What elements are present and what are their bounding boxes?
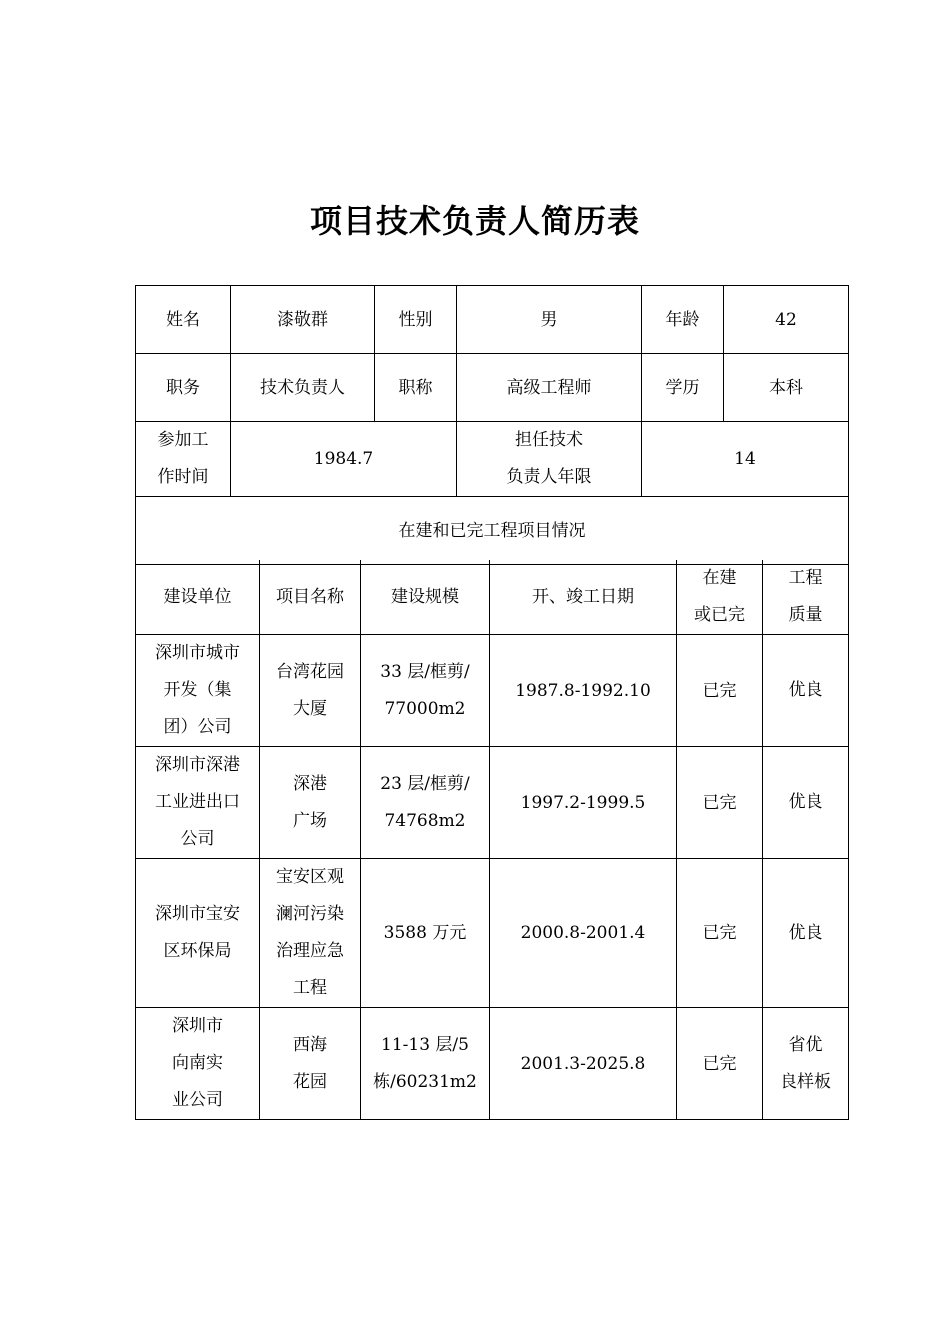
project-scale xyxy=(361,1008,490,1120)
project-name-line: 宝安区观 xyxy=(276,867,344,887)
name-value: 漆敬群 xyxy=(231,286,375,354)
header-status xyxy=(677,560,763,635)
project-scale xyxy=(361,859,490,1008)
project-name xyxy=(260,859,361,1008)
project-name-line: 台湾花园 xyxy=(276,661,344,682)
project-scale-line: 栋/60231m2 xyxy=(373,1071,477,1092)
project-row xyxy=(136,635,849,747)
project-dates: 2001.3-2025.8 xyxy=(490,1008,677,1120)
gender-label: 性别 xyxy=(375,286,457,354)
position-label: 职务 xyxy=(136,354,231,422)
project-unit xyxy=(136,635,260,747)
tech-years-label xyxy=(457,422,642,497)
info-row-experience xyxy=(136,422,849,497)
project-quality-line: 优良 xyxy=(788,792,823,812)
project-quality xyxy=(763,747,849,859)
tech-years-value: 14 xyxy=(642,422,849,497)
project-unit-line: 深圳市 xyxy=(172,1016,223,1036)
project-unit-line: 向南实 xyxy=(172,1053,223,1073)
name-label: 姓名 xyxy=(136,286,231,354)
project-unit-line: 业公司 xyxy=(172,1090,223,1110)
work-start-label-line: 参加工 xyxy=(157,430,209,450)
project-scale-line: 23 层/框剪/ xyxy=(380,773,470,794)
header-quality-line: 工程 xyxy=(788,568,823,588)
project-name xyxy=(260,1008,361,1120)
project-name xyxy=(260,747,361,859)
header-status-line: 在建 xyxy=(702,568,737,588)
header-scale: 建设规模 xyxy=(361,560,490,635)
project-quality xyxy=(763,859,849,1008)
work-start-label xyxy=(136,422,231,497)
project-scale-line: 77000m2 xyxy=(384,698,466,719)
project-name xyxy=(260,635,361,747)
section-heading: 在建和已完工程项目情况 xyxy=(136,497,849,565)
project-unit-line: 区环保局 xyxy=(163,941,232,961)
projects-header-row xyxy=(136,560,849,635)
project-dates: 1987.8-1992.10 xyxy=(490,635,677,747)
project-quality-line: 良样板 xyxy=(780,1071,831,1092)
work-start-value: 1984.7 xyxy=(231,422,457,497)
project-quality-line: 优良 xyxy=(788,922,823,943)
gender-value: 男 xyxy=(457,286,642,354)
header-status-line: 或已完 xyxy=(694,605,745,625)
project-status: 已完 xyxy=(677,1008,763,1120)
project-unit-line: 团）公司 xyxy=(163,717,232,737)
project-scale-line: 74768m2 xyxy=(384,810,466,831)
header-dates: 开、竣工日期 xyxy=(490,560,677,635)
project-unit-line: 深圳市深港 xyxy=(155,755,240,775)
project-unit-line: 开发（集 xyxy=(163,680,232,700)
project-status: 已完 xyxy=(677,859,763,1008)
project-name-line: 花园 xyxy=(293,1071,327,1092)
tech-years-label-line: 负责人年限 xyxy=(506,467,592,487)
info-row-basic xyxy=(136,286,849,354)
project-quality-line: 省优 xyxy=(788,1034,823,1055)
project-status: 已完 xyxy=(677,747,763,859)
project-status: 已完 xyxy=(677,635,763,747)
project-unit xyxy=(136,859,260,1008)
project-dates: 1997.2-1999.5 xyxy=(490,747,677,859)
title-rank-label: 职称 xyxy=(375,354,457,422)
project-unit-line: 工业进出口 xyxy=(155,792,240,812)
age-label: 年龄 xyxy=(642,286,724,354)
project-scale-line: 11-13 层/5 xyxy=(381,1034,469,1055)
tech-years-label-line: 担任技术 xyxy=(515,430,583,450)
project-row xyxy=(136,1008,849,1120)
project-name-line: 广场 xyxy=(293,810,327,831)
project-row xyxy=(136,747,849,859)
document-title: 项目技术负责人简历表 xyxy=(309,202,640,240)
project-quality xyxy=(763,635,849,747)
section-heading-row xyxy=(136,497,849,565)
project-scale-line: 3588 万元 xyxy=(383,922,467,943)
project-name-line: 治理应急 xyxy=(276,941,344,961)
position-value: 技术负责人 xyxy=(231,354,375,422)
project-scale xyxy=(361,747,490,859)
project-name-line: 大厦 xyxy=(293,698,327,719)
project-name-line: 西海 xyxy=(293,1034,327,1055)
project-unit xyxy=(136,1008,260,1120)
age-value: 42 xyxy=(724,286,849,354)
project-name-line: 深港 xyxy=(293,773,327,794)
project-quality xyxy=(763,1008,849,1120)
project-row xyxy=(136,859,849,1008)
projects-table xyxy=(135,560,849,1120)
education-value: 本科 xyxy=(724,354,849,422)
education-label: 学历 xyxy=(642,354,724,422)
project-quality-line: 优良 xyxy=(788,680,823,700)
header-quality-line: 质量 xyxy=(788,605,823,625)
header-project-name: 项目名称 xyxy=(260,560,361,635)
project-unit xyxy=(136,747,260,859)
project-unit-line: 深圳市宝安 xyxy=(155,904,240,924)
info-row-position xyxy=(136,354,849,422)
project-scale-line: 33 层/框剪/ xyxy=(380,661,470,682)
header-quality xyxy=(763,560,849,635)
header-unit: 建设单位 xyxy=(136,560,260,635)
project-name-line: 澜河污染 xyxy=(276,904,344,924)
project-scale xyxy=(361,635,490,747)
project-unit-line: 公司 xyxy=(180,829,215,849)
project-dates: 2000.8-2001.4 xyxy=(490,859,677,1008)
personal-info-table xyxy=(135,285,849,565)
project-name-line: 工程 xyxy=(293,978,327,998)
work-start-label-line: 作时间 xyxy=(157,467,209,487)
title-rank-value: 高级工程师 xyxy=(457,354,642,422)
project-unit-line: 深圳市城市 xyxy=(155,643,240,663)
